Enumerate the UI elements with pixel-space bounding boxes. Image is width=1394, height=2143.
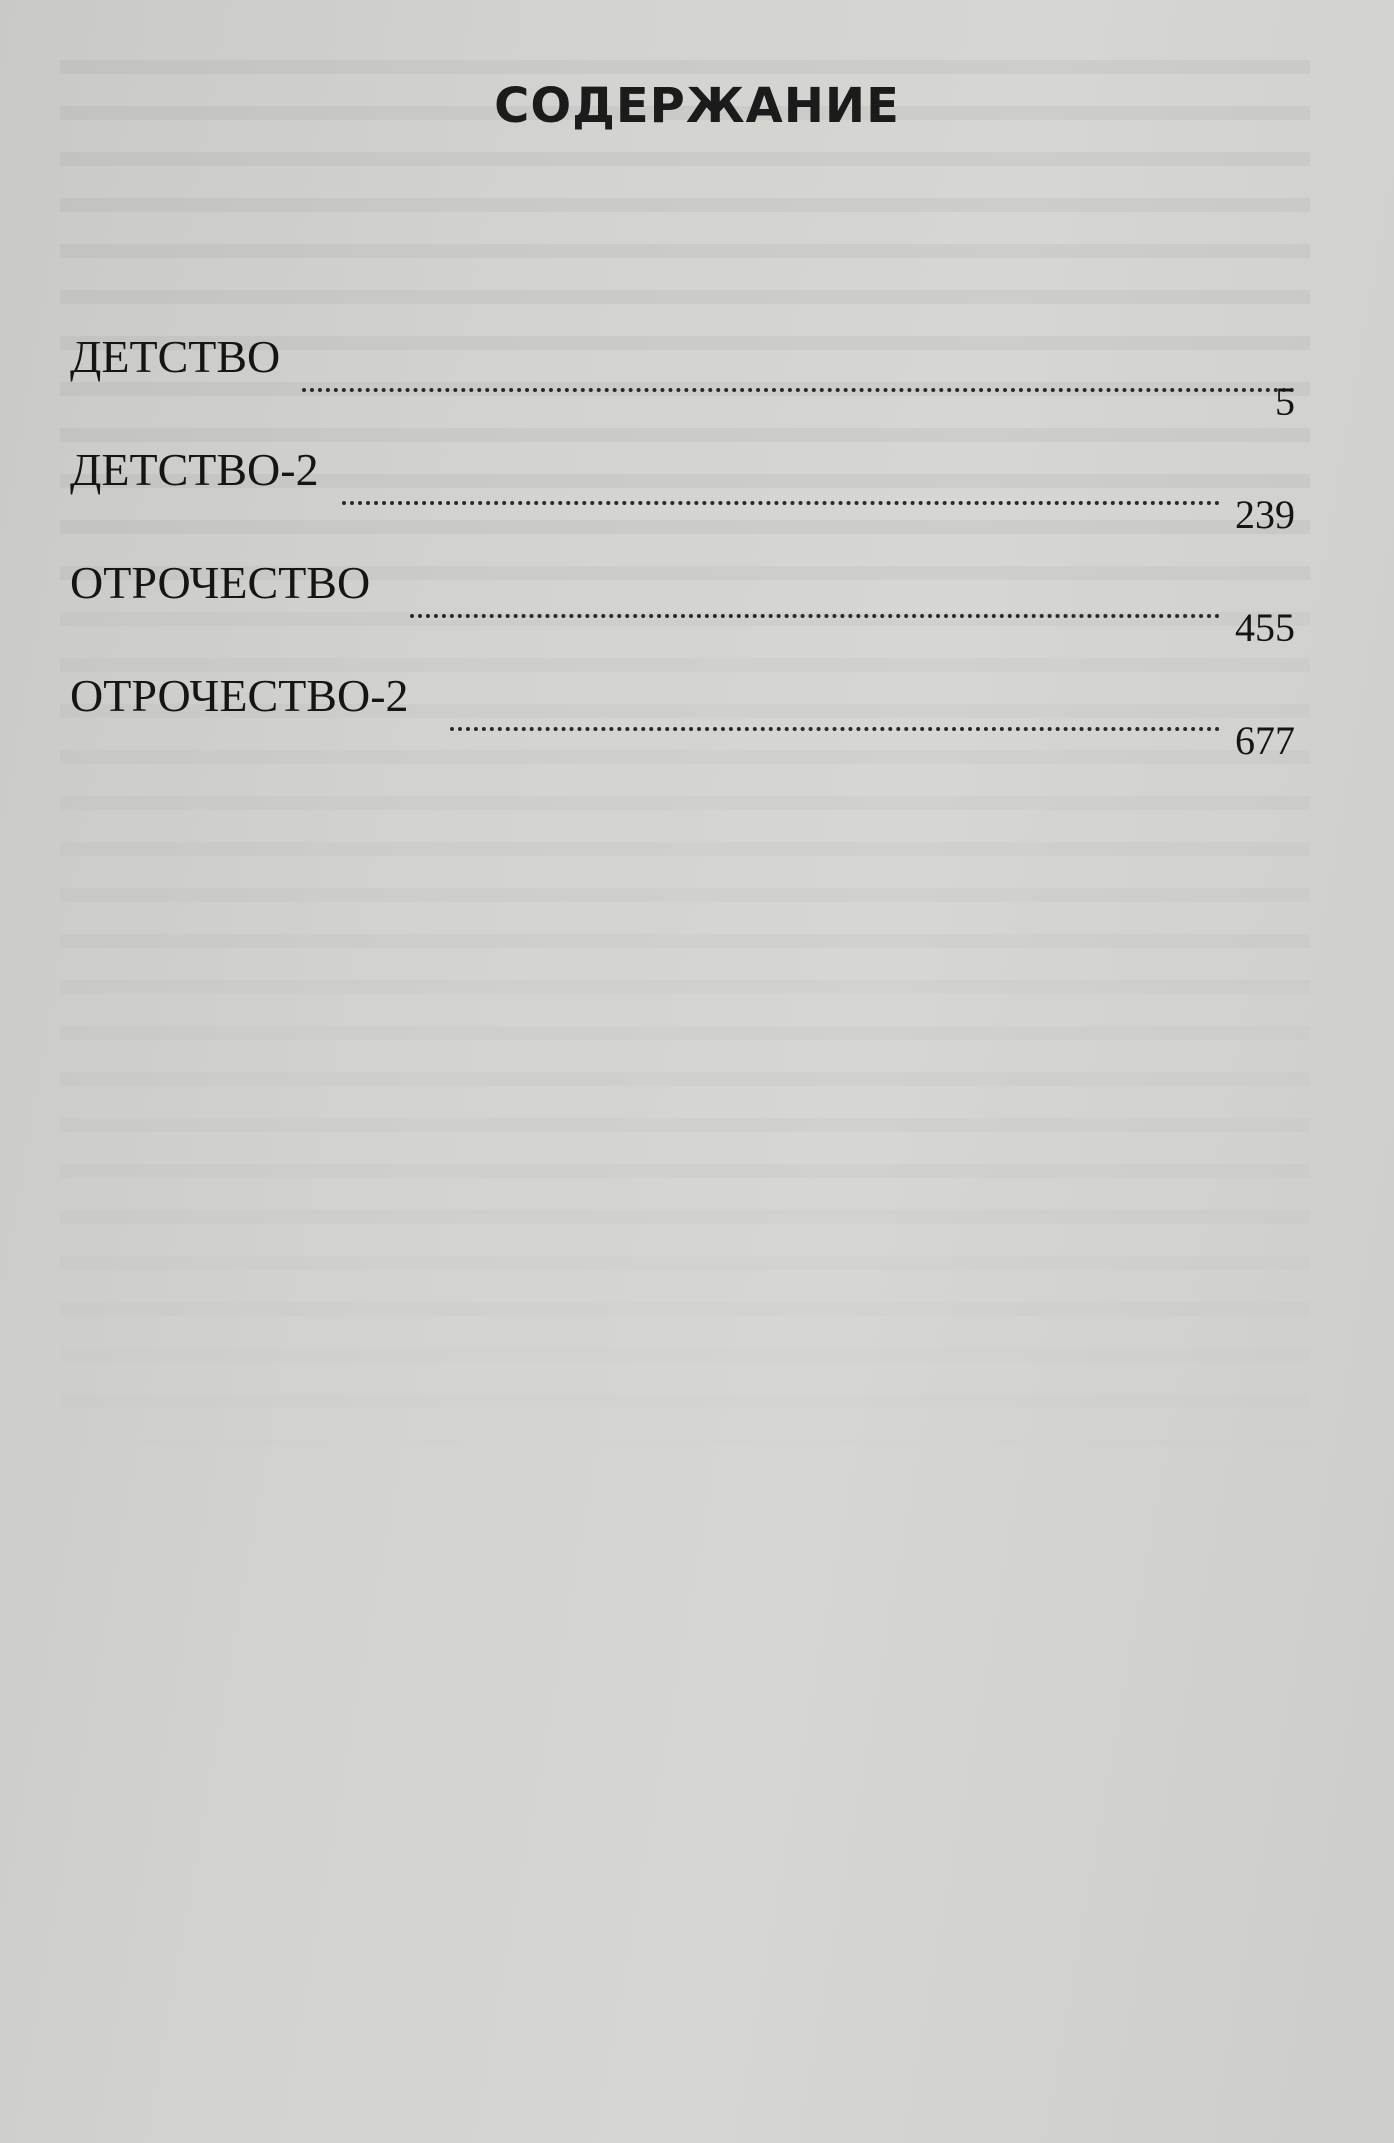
toc-dot-leader	[410, 606, 1220, 618]
toc-entry-page: 5	[1275, 379, 1295, 424]
toc-entry-label: ДЕТСТВО	[70, 331, 281, 382]
toc-entry-otrochestvo	[70, 556, 1295, 669]
toc-dot-leader	[302, 380, 1295, 392]
toc-entry-otrochestvo-2	[70, 669, 1295, 782]
toc-entry-detstvo	[70, 330, 1295, 443]
toc-entry-detstvo-2	[70, 443, 1295, 556]
toc-entry-page: 677	[1235, 718, 1295, 763]
toc-list	[70, 330, 1295, 782]
toc-entry-label: ОТРОЧЕСТВО	[70, 557, 371, 608]
toc-entry-label: ДЕТСТВО-2	[70, 444, 319, 495]
toc-entry-page: 239	[1235, 492, 1295, 537]
toc-dot-leader	[342, 493, 1220, 505]
toc-dot-leader	[450, 719, 1220, 731]
toc-entry-label: ОТРОЧЕСТВО-2	[70, 670, 409, 721]
toc-title: СОДЕРЖАНИЕ	[494, 78, 900, 134]
toc-entry-page: 455	[1235, 605, 1295, 650]
